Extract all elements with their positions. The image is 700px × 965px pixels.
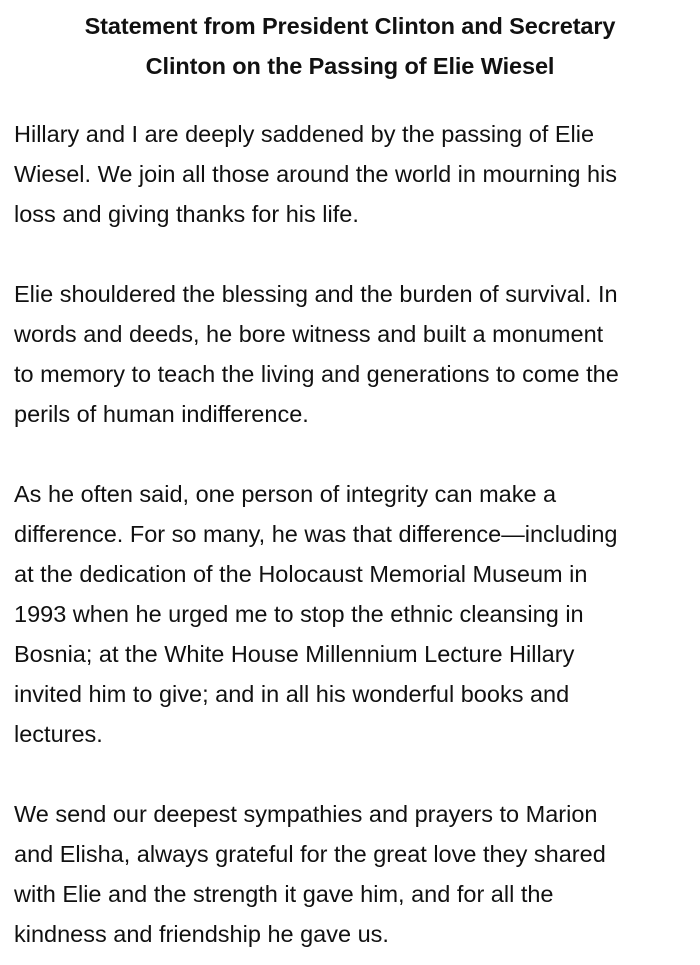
paragraph-2 bbox=[14, 274, 686, 434]
text-line: words and deeds, he bore witness and built a monument bbox=[14, 321, 604, 347]
text-line: to memory to teach the living and generations to come the bbox=[14, 361, 619, 387]
statement-title bbox=[14, 6, 686, 86]
statement-body bbox=[14, 114, 686, 954]
text-line: loss and giving thanks for his life. bbox=[14, 201, 359, 227]
text-line: Bosnia; at the White House Millennium Lecture Hillary bbox=[14, 641, 575, 667]
text-line: and Elisha, always grateful for the great love they shared bbox=[14, 841, 606, 867]
text-line: perils of human indifference. bbox=[14, 401, 309, 427]
text-line: kindness and friendship he gave us. bbox=[14, 921, 389, 947]
text-line: We send our deepest sympathies and prayers to Marion bbox=[14, 801, 598, 827]
text-line: As he often said, one person of integrity can make a bbox=[14, 481, 557, 507]
text-line: at the dedication of the Holocaust Memorial Museum in bbox=[14, 561, 588, 587]
text-line: lectures. bbox=[14, 721, 103, 747]
text-line: with Elie and the strength it gave him, and for all the bbox=[14, 881, 554, 907]
text-line: 1993 when he urged me to stop the ethnic cleansing in bbox=[14, 601, 584, 627]
text-line: Hillary and I are deeply saddened by the passing of Elie bbox=[14, 121, 595, 147]
title-line: Statement from President Clinton and Secretary bbox=[84, 13, 616, 39]
paragraph-4 bbox=[14, 794, 686, 954]
paragraph-3 bbox=[14, 474, 686, 754]
paragraph-1 bbox=[14, 114, 686, 234]
text-line: Elie shouldered the blessing and the burden of survival. In bbox=[14, 281, 618, 307]
text-line: invited him to give; and in all his wonderful books and bbox=[14, 681, 570, 707]
title-line: Clinton on the Passing of Elie Wiesel bbox=[145, 53, 555, 79]
text-line: difference. For so many, he was that difference—including bbox=[14, 521, 618, 547]
text-line: Wiesel. We join all those around the world in mourning his bbox=[14, 161, 618, 187]
